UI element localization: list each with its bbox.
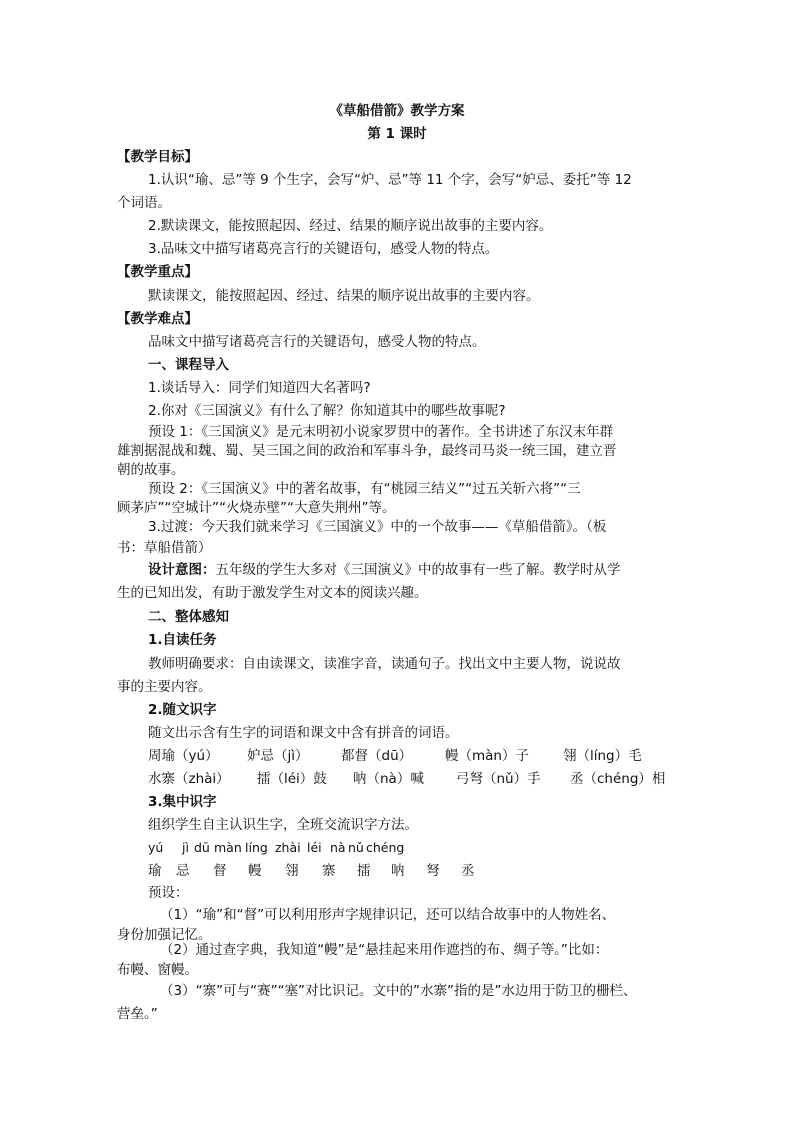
lesson-subtitle: 第 1 课时 [367, 126, 427, 142]
document-title: 《草船借箭》教学方案 [329, 103, 465, 119]
pinyin-item: zhài [275, 840, 301, 855]
goal-1-line-b: 个词语。 [117, 195, 171, 211]
preset-note-1-line-a: （1）“瑜”和“督”可以利用形声字规律识记，还可以结合故事中的人物姓名、 [160, 907, 616, 923]
preset-note-2-line-b: 布幔、窗幔。 [117, 962, 198, 978]
word-item: 水寨（zhài） [148, 771, 230, 787]
goals-heading: 【教学目标】 [117, 149, 198, 165]
pinyin-item: líng [245, 840, 268, 855]
word-item: 周瑜（yú） [148, 748, 219, 764]
key-heading: 【教学重点】 [117, 264, 198, 280]
design-intent-label: 设计意图： [148, 562, 216, 578]
pinyin-item: jì [182, 840, 189, 855]
design-intent-line-a [148, 562, 621, 578]
design-intent-text: 五年级的学生大多对《三国演义》中的故事有一些了解。教学时从学 [215, 562, 621, 578]
character-item: 寨 [322, 863, 336, 879]
word-item: 都督（dū） [341, 748, 413, 764]
word-item: 翎（líng）毛 [563, 748, 642, 764]
character-item: 翎 [285, 863, 299, 879]
character-item: 幔 [248, 863, 262, 879]
pinyin-item: nǔ [348, 840, 364, 855]
word-item: 擂（léi）鼓 [257, 771, 327, 787]
word-item: 妒忌（jì） [247, 748, 309, 764]
task-1-heading: 1.自读任务 [148, 632, 217, 648]
task-2-heading: 2.随文识字 [148, 702, 217, 718]
intro-1: 1.谈话导入：同学们知道四大名著吗? [148, 380, 371, 396]
task-2-text: 随文出示含有生字的词语和课文中含有拼音的词语。 [148, 725, 459, 741]
word-item: 呐（nà）喊 [353, 771, 424, 787]
key-text: 默读课文，能按照起因、经过、结果的顺序说出故事的主要内容。 [148, 288, 540, 304]
difficulty-heading: 【教学难点】 [117, 311, 198, 327]
intro-3-line-a: 3.过渡：今天我们就来学习《三国演义》中的一个故事——《草船借箭》。（板 [148, 519, 607, 535]
pinyin-item: dū [194, 840, 210, 855]
pinyin-item: màn [214, 840, 242, 855]
goal-1-line-a: 1.认识“瑜、忌”等 9 个生字，会写“炉、忌”等 11 个字，会写“妒忌、委托”等 12 [148, 172, 632, 188]
preset-note-1-line-b: 身份加强记忆。 [117, 927, 212, 943]
design-intent-line-b: 生的已知出发，有助于激发学生对文本的阅读兴趣。 [117, 585, 428, 601]
preset-1-line-a: 预设 1：《三国演义》是元末明初小说家罗贯中的著作。全书讲述了东汉末年群 [148, 424, 614, 440]
pinyin-item: chéng [366, 840, 405, 855]
preset-note-2-line-a: （2）通过查字典，我知道“幔”是“悬挂起来用作遮挡的布、绸子等。”比如： [160, 942, 609, 958]
task-1-line-b: 事的主要内容。 [117, 679, 212, 695]
section-1-heading: 一、课程导入 [148, 357, 229, 373]
word-item: 幔（màn）子 [445, 748, 529, 764]
task-1-line-a: 教师明确要求：自由读课文，读准字音，读通句子。找出文中主要人物，说说故 [148, 656, 621, 672]
character-item: 忌 [176, 863, 190, 879]
preset-2-line-b: 顾茅庐”“空城计”“火烧赤壁”“大意失荆州”等。 [117, 500, 396, 516]
preset-label: 预设： [148, 885, 189, 901]
preset-note-3-line-b: 营垒。” [117, 1006, 158, 1022]
character-item: 擂 [357, 863, 371, 879]
preset-1-line-c: 朝的故事。 [117, 462, 185, 478]
task-3-text: 组织学生自主认识生字，全班交流识字方法。 [148, 817, 418, 833]
character-item: 呐 [391, 863, 405, 879]
word-item: 弓弩（nǔ）手 [456, 771, 541, 787]
intro-3-line-b: 书：草船借箭） [117, 540, 212, 556]
preset-1-line-b: 雄割据混战和魏、蜀、吴三国之间的政治和军事斗争，最终司马炎一统三国，建立晋 [117, 443, 617, 459]
goal-2: 2.默读课文，能按照起因、经过、结果的顺序说出故事的主要内容。 [148, 218, 553, 234]
intro-2: 2.你对《三国演义》有什么了解？你知道其中的哪些故事呢? [148, 403, 506, 419]
pinyin-item: léi [307, 840, 322, 855]
character-item: 丞 [461, 863, 475, 879]
pinyin-item: yú [148, 840, 164, 855]
task-3-heading: 3.集中识字 [148, 794, 217, 810]
pinyin-item: nà [330, 840, 346, 855]
word-item: 丞（chéng）相 [570, 771, 666, 787]
section-2-heading: 二、整体感知 [148, 609, 229, 625]
character-item: 督 [213, 863, 227, 879]
pinyin-row [148, 840, 438, 860]
character-item: 瑜 [148, 863, 162, 879]
character-row [148, 863, 488, 883]
difficulty-text: 品味文中描写诸葛亮言行的关键语句，感受人物的特点。 [148, 334, 486, 350]
preset-note-3-line-a: （3）“寨”可与“赛”“塞”对比识记。文中的”水寨”指的是”水边用于防卫的栅栏、 [160, 983, 637, 999]
preset-2-line-a: 预设 2：《三国演义》中的著名故事，有“桃园三结义”“过五关斩六将”“三 [148, 481, 581, 497]
character-item: 弩 [426, 863, 440, 879]
goal-3: 3.品味文中描写诸葛亮言行的关键语句，感受人物的特点。 [148, 241, 499, 257]
